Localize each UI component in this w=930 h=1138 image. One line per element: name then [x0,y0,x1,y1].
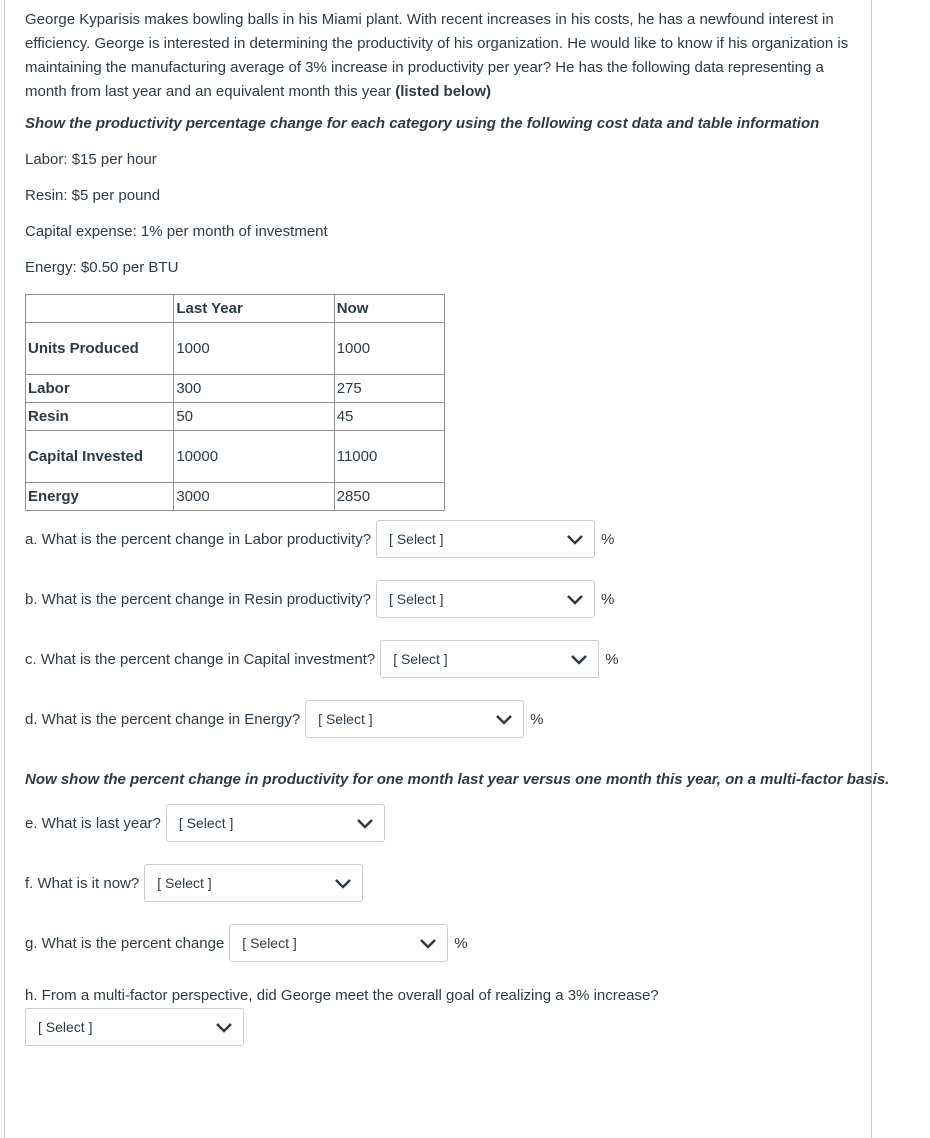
chevron-down-icon [419,934,437,952]
select-value: [ Select ] [318,711,373,727]
select-value: [ Select ] [178,815,234,831]
percent-sign: % [601,590,615,608]
table-header-row [26,295,445,323]
row-last-year: 300 [174,375,334,403]
row-last-year: 50 [174,403,334,431]
cost-energy: Energy: $0.50 per BTU [25,259,179,276]
chevron-down-icon [495,710,513,728]
select-value: [ Select ] [389,531,444,547]
question-d-text: d. What is the percent change in Energy? [25,710,301,728]
question-b-text: b. What is the percent change in Resin productivity? [25,590,372,608]
question-g [25,924,468,962]
question-f [25,864,363,902]
table-row [26,375,445,403]
chevron-down-icon [570,650,588,668]
multifactor-heading: Now show the percent change in productivity for one month last year versus one month this year, on a multi-factor basis. [25,771,890,788]
row-label: Units Produced [26,323,174,375]
chevron-down-icon [566,590,584,608]
select-value: [ Select ] [389,591,444,607]
row-now: 1000 [334,323,444,375]
row-label: Resin [26,403,174,431]
percent-sign: % [605,650,619,668]
question-a-text: a. What is the percent change in Labor productivity? [25,530,372,548]
row-last-year: 3000 [174,483,334,511]
question-c [25,640,619,678]
cost-resin: Resin: $5 per pound [25,187,161,204]
question-g-select[interactable] [229,924,448,962]
chevron-down-icon [566,530,584,548]
row-now: 275 [334,375,444,403]
chevron-down-icon [356,814,374,832]
question-g-text: g. What is the percent change [25,934,225,952]
percent-sign: % [601,530,615,548]
table-header-cell: Now [334,295,444,323]
question-f-select[interactable] [144,864,363,902]
question-h [25,1008,244,1046]
row-now: 2850 [334,483,444,511]
chevron-down-icon [215,1018,233,1036]
percent-sign: % [454,934,468,952]
table-header-cell: Last Year [174,295,334,323]
cost-capital: Capital expense: 1% per month of investment [25,223,328,240]
select-value: [ Select ] [393,651,448,667]
question-h-select[interactable] [25,1008,244,1046]
question-b-select[interactable] [376,580,595,618]
row-label: Capital Invested [26,431,174,483]
row-last-year: 10000 [174,431,334,483]
listed-below-note: (listed below) [395,83,492,100]
data-table [25,294,445,511]
chevron-down-icon [334,874,352,892]
question-e-select[interactable] [166,804,385,842]
question-c-select[interactable] [380,640,599,678]
question-e-text: e. What is last year? [25,814,161,832]
row-last-year: 1000 [174,323,334,375]
intro-paragraph [25,8,860,104]
table-row [26,323,445,375]
table-row [26,403,445,431]
instruction-text: Show the productivity percentage change for each category using the following cost data and table information [25,115,820,132]
question-h-text: h. From a multi-factor perspective, did George meet the overall goal of realizing a 3% increase? [25,987,659,1004]
row-now: 45 [334,403,444,431]
row-now: 11000 [334,431,444,483]
percent-sign: % [530,710,544,728]
question-b [25,580,614,618]
table-row [26,431,445,483]
row-label: Labor [26,375,174,403]
question-a [25,520,614,558]
question-d-select[interactable] [305,700,524,738]
row-label: Energy [26,483,174,511]
table-header-cell [26,295,174,323]
question-d [25,700,544,738]
select-value: [ Select ] [242,935,297,951]
question-content [25,8,890,1035]
question-a-select[interactable] [376,520,595,558]
table-row [26,483,445,511]
cost-labor: Labor: $15 per hour [25,151,157,168]
intro-text: George Kyparisis makes bowling balls in his Miami plant. With recent increases in his costs, he has a newfound interest in efficiency. George is interested in determining the productivity of his organization. He would like to know if his organization is maintaining the manufacturing average of 3% increase in productivity per year? He has the following data representing a month from last year and an equivalent month this year [25,11,849,100]
select-value: [ Select ] [38,1019,93,1035]
question-f-text: f. What is it now? [25,874,140,892]
question-c-text: c. What is the percent change in Capital investment? [25,650,376,668]
question-e [25,804,385,842]
select-value: [ Select ] [157,875,212,891]
